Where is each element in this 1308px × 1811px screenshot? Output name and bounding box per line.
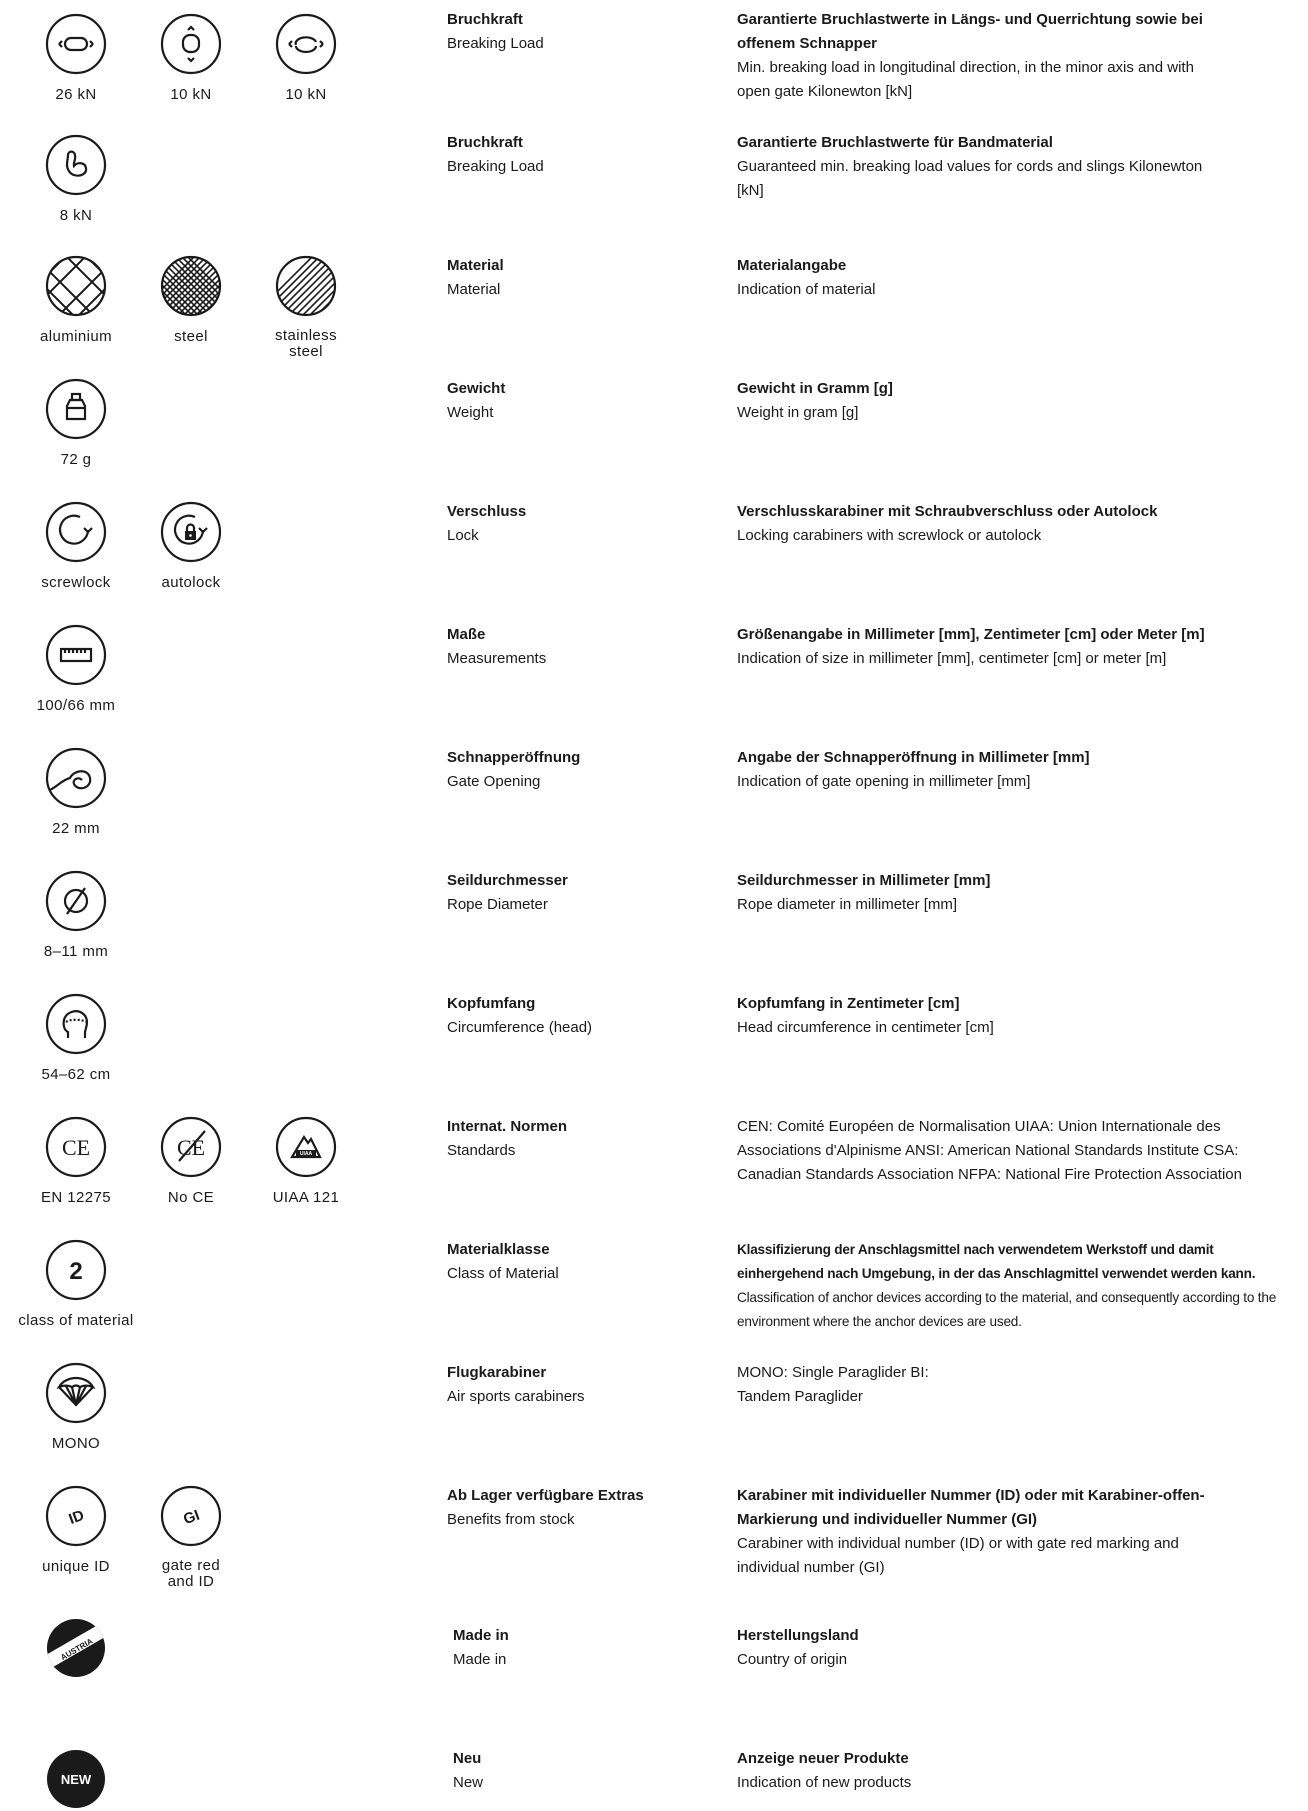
description-en: Indication of size in millimeter [mm], centimeter [cm] or meter [m] xyxy=(737,650,1167,667)
term-en: Rope Diameter xyxy=(447,896,548,913)
icon-label: aluminium xyxy=(40,328,112,345)
icon-label: UIAA 121 xyxy=(272,1189,340,1206)
term-en: Breaking Load xyxy=(447,35,544,52)
ruler-icon xyxy=(44,623,108,687)
description-en: Carabiner with individual number (ID) or with gate red marking and individual number (GI) xyxy=(737,1535,1179,1576)
icon-item xyxy=(6,1361,146,1452)
gate-red-id-icon xyxy=(159,1484,223,1548)
description-de: Angabe der Schnapperöffnung in Millimeter [mm] xyxy=(737,749,1090,766)
breaking-load-longitudinal-icon xyxy=(44,12,108,76)
description xyxy=(737,500,1302,548)
term-de: Material xyxy=(447,257,504,274)
description-de: Seildurchmesser in Millimeter [mm] xyxy=(737,872,991,889)
description-de: Kopfumfang in Zentimeter [cm] xyxy=(737,995,960,1012)
icon-label: MONO xyxy=(51,1435,101,1452)
icon-item xyxy=(121,500,261,591)
description-de: Materialangabe xyxy=(737,257,847,274)
description xyxy=(737,1361,937,1409)
ce-mark-icon xyxy=(44,1115,108,1179)
description xyxy=(737,1238,1302,1334)
description xyxy=(737,254,1302,302)
icon-item xyxy=(6,1238,146,1329)
term-en: Benefits from stock xyxy=(447,1511,575,1528)
svg-text:UIAA: UIAA xyxy=(299,1151,313,1157)
term-en: Weight xyxy=(447,404,494,421)
term-en: Lock xyxy=(447,527,479,544)
icon-label: class of material xyxy=(18,1312,134,1329)
term-de: Schnapperöffnung xyxy=(447,749,581,766)
svg-text:CE: CE xyxy=(176,1135,206,1160)
icon-item xyxy=(6,377,146,468)
description xyxy=(737,1624,1302,1672)
sling-breaking-load-icon xyxy=(44,133,108,197)
breaking-load-open-gate-icon xyxy=(274,12,338,76)
term-de: Bruchkraft xyxy=(447,134,523,151)
description xyxy=(737,869,1302,917)
term-de: Verschluss xyxy=(447,503,527,520)
term xyxy=(447,1484,707,1532)
stainless-steel-material-icon xyxy=(274,254,338,318)
screwlock-icon xyxy=(44,500,108,564)
description-de: Karabiner mit individueller Nummer (ID) oder mit Karabiner-offen-Markierung und individueller Nummer (GI) xyxy=(737,1487,1205,1528)
term-en: Material xyxy=(447,281,501,298)
term-de: Neu xyxy=(453,1750,482,1767)
description-en: Indication of new products xyxy=(737,1774,912,1791)
icon-item xyxy=(121,1484,261,1590)
icon-label: 8–11 mm xyxy=(43,943,109,960)
icon-label: steel xyxy=(174,328,208,345)
icon-label: autolock xyxy=(161,574,221,591)
term xyxy=(447,746,707,794)
description-en: CEN: Comité Européen de Normalisation UIAA: Union Internationale des Associations d'Alpinisme ANSI: American National Standards Institute CSA: Canadian Standards Association NFPA: National Fire Protection Association xyxy=(737,1118,1242,1183)
term-de: Seildurchmesser xyxy=(447,872,568,889)
description xyxy=(737,1115,1257,1187)
icon-label: 72 g xyxy=(60,451,92,468)
term-de: Materialklasse xyxy=(447,1241,550,1258)
svg-text:AUSTRIA: AUSTRIA xyxy=(59,1636,95,1663)
icon-label: stainless steel xyxy=(275,327,337,360)
svg-text:NEW: NEW xyxy=(60,1772,92,1787)
description-de: Klassifizierung der Anschlagsmittel nach verwendetem Werkstoff und damit einhergehend nach Umgebung, in der das Anschlagmittel verwendet werden kann. xyxy=(737,1242,1256,1281)
icon-label: 26 kN xyxy=(55,86,97,103)
unique-id-icon xyxy=(44,1484,108,1548)
term-en: Circumference (head) xyxy=(447,1019,593,1036)
term-de: Maße xyxy=(447,626,486,643)
svg-text:CE: CE xyxy=(61,1135,91,1160)
description-en: Guaranteed min. breaking load values for cords and slings Kilonewton [kN] xyxy=(737,158,1203,199)
description-de: Garantierte Bruchlastwerte in Längs- und Querrichtung sowie bei offenem Schnapper xyxy=(737,11,1203,52)
term xyxy=(447,377,707,425)
icon-label: 54–62 cm xyxy=(41,1066,111,1083)
term-en: New xyxy=(453,1774,484,1791)
description xyxy=(737,377,1302,425)
term-en: Class of Material xyxy=(447,1265,559,1282)
steel-material-icon xyxy=(159,254,223,318)
icon-item xyxy=(6,1616,146,1680)
term xyxy=(453,1624,713,1672)
term-de: Ab Lager verfügbare Extras xyxy=(447,1487,644,1504)
description-de: Größenangabe in Millimeter [mm], Zentimeter [cm] oder Meter [m] xyxy=(737,626,1205,643)
description xyxy=(737,992,1302,1040)
term-en: Measurements xyxy=(447,650,547,667)
icon-label: 100/66 mm xyxy=(36,697,116,714)
term xyxy=(447,1238,707,1286)
term-en: Air sports carabiners xyxy=(447,1388,585,1405)
term-de: Kopfumfang xyxy=(447,995,536,1012)
icon-label: unique ID xyxy=(42,1558,110,1575)
term xyxy=(447,254,707,302)
icon-item xyxy=(236,254,376,360)
icon-label: gate red and ID xyxy=(161,1557,221,1590)
breaking-load-minor-axis-icon xyxy=(159,12,223,76)
head-circumference-icon xyxy=(44,992,108,1056)
icon-label: screwlock xyxy=(41,574,111,591)
description-en: Locking carabiners with screwlock or autolock xyxy=(737,527,1042,544)
weight-icon xyxy=(44,377,108,441)
description-de: Verschlusskarabiner mit Schraubverschluss oder Autolock xyxy=(737,503,1158,520)
term-en: Breaking Load xyxy=(447,158,544,175)
description-en: MONO: Single Paraglider BI: Tandem Paraglider xyxy=(737,1364,929,1405)
description-en: Weight in gram [g] xyxy=(737,404,859,421)
description-en: Country of origin xyxy=(737,1651,848,1668)
description-en: Indication of material xyxy=(737,281,876,298)
term-en: Made in xyxy=(453,1651,507,1668)
paraglider-icon xyxy=(44,1361,108,1425)
description xyxy=(737,8,1207,104)
description xyxy=(737,746,1302,794)
icon-item xyxy=(6,746,146,837)
class-of-material-icon xyxy=(44,1238,108,1302)
svg-text:GI: GI xyxy=(181,1506,202,1529)
term xyxy=(447,131,707,179)
icon-item xyxy=(6,133,146,224)
term xyxy=(447,1115,707,1163)
term xyxy=(447,500,707,548)
description-de: Anzeige neuer Produkte xyxy=(737,1750,909,1767)
austria-badge-icon xyxy=(44,1616,108,1680)
description xyxy=(737,1747,1302,1795)
description xyxy=(737,1484,1227,1580)
icon-label: No CE xyxy=(167,1189,215,1206)
icon-item xyxy=(6,1747,146,1811)
icon-item xyxy=(236,12,376,103)
new-badge-icon xyxy=(44,1747,108,1811)
no-ce-mark-icon xyxy=(159,1115,223,1179)
svg-text:2: 2 xyxy=(69,1258,83,1285)
term xyxy=(447,623,707,671)
term-de: Made in xyxy=(453,1627,509,1644)
icon-item xyxy=(236,1115,376,1206)
svg-text:ID: ID xyxy=(66,1506,87,1528)
description-en: Head circumference in centimeter [cm] xyxy=(737,1019,994,1036)
icon-item xyxy=(6,992,146,1083)
icon-label: 10 kN xyxy=(170,86,212,103)
description-en: Min. breaking load in longitudinal direction, in the minor axis and with open gate Kilonewton [kN] xyxy=(737,59,1194,100)
term xyxy=(447,8,707,56)
term-de: Gewicht xyxy=(447,380,506,397)
description-en: Indication of gate opening in millimeter [mm] xyxy=(737,773,1031,790)
description-de: Gewicht in Gramm [g] xyxy=(737,380,893,397)
description xyxy=(737,623,1302,671)
term xyxy=(453,1747,713,1795)
term xyxy=(447,869,707,917)
term xyxy=(447,1361,707,1409)
term-de: Flugkarabiner xyxy=(447,1364,547,1381)
term-de: Bruchkraft xyxy=(447,11,523,28)
term-en: Standards xyxy=(447,1142,516,1159)
autolock-icon xyxy=(159,500,223,564)
description-de: Garantierte Bruchlastwerte für Bandmaterial xyxy=(737,134,1053,151)
description-de: Herstellungsland xyxy=(737,1627,859,1644)
icon-item xyxy=(6,869,146,960)
aluminium-material-icon xyxy=(44,254,108,318)
gate-opening-icon xyxy=(44,746,108,810)
icon-label: 10 kN xyxy=(285,86,327,103)
term xyxy=(447,992,707,1040)
description-en: Rope diameter in millimeter [mm] xyxy=(737,896,958,913)
term-en: Gate Opening xyxy=(447,773,541,790)
diameter-icon xyxy=(44,869,108,933)
uiaa-mark-icon xyxy=(274,1115,338,1179)
icon-label: 8 kN xyxy=(59,207,93,224)
description-en: Classification of anchor devices according to the material, and consequently according to the environment where the anchor devices are used. xyxy=(737,1290,1277,1329)
icon-label: 22 mm xyxy=(52,820,100,837)
icon-item xyxy=(6,623,146,714)
icon-label: EN 12275 xyxy=(41,1189,111,1206)
description xyxy=(737,131,1207,203)
term-de: Internat. Normen xyxy=(447,1118,568,1135)
